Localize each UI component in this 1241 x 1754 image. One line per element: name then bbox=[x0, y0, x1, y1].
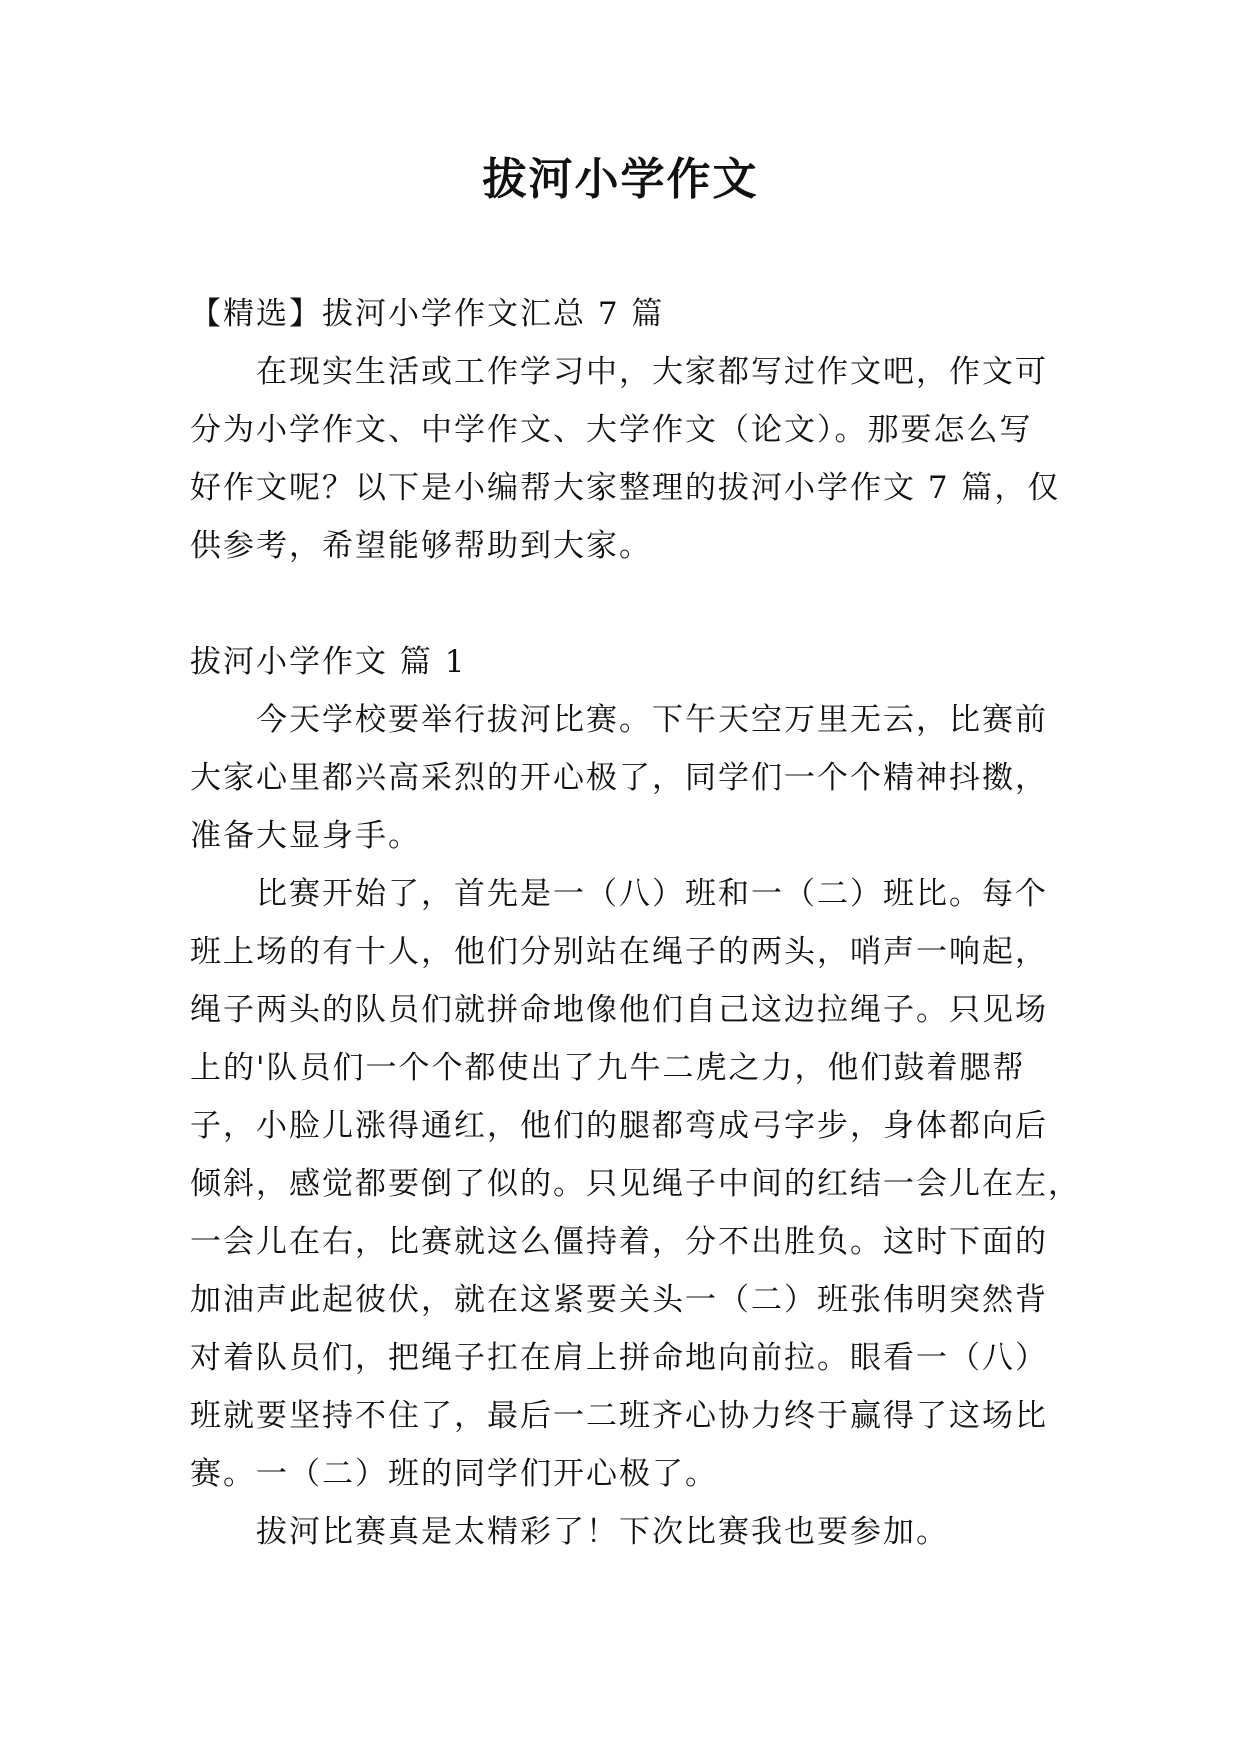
section-heading: 拔河小学作文 篇 1 bbox=[190, 644, 467, 680]
intro-line: 在现实生活或工作学习中，大家都写过作文吧，作文可 bbox=[256, 354, 1048, 390]
paragraph-line: 班上场的有十人，他们分别站在绳子的两头，哨声一响起， bbox=[190, 934, 1048, 970]
paragraph-line: 今天学校要举行拔河比赛。下午天空万里无云，比赛前 bbox=[256, 702, 1048, 738]
paragraph-line: 加油声此起彼伏，就在这紧要关头一（二）班张伟明突然背 bbox=[190, 1282, 1048, 1318]
page-title: 拔河小学作文 bbox=[482, 154, 759, 205]
intro-line: 分为小学作文、中学作文、大学作文（论文）。那要怎么写 bbox=[190, 412, 1033, 448]
paragraph-line: 赛。一（二）班的同学们开心极了。 bbox=[190, 1456, 718, 1492]
paragraph-line: 准备大显身手。 bbox=[190, 818, 421, 854]
intro-line: 供参考，希望能够帮助到大家。 bbox=[190, 528, 652, 564]
paragraph-line: 比赛开始了，首先是一（八）班和一（二）班比。每个 bbox=[256, 876, 1048, 912]
paragraph-line: 对着队员们，把绳子扛在肩上拼命地向前拉。眼看一（八） bbox=[190, 1340, 1048, 1376]
intro-line: 好作文呢？以下是小编帮大家整理的拔河小学作文 7 篇，仅 bbox=[190, 470, 1061, 506]
paragraph-line: 大家心里都兴高采烈的开心极了，同学们一个个精神抖擞， bbox=[190, 760, 1048, 796]
paragraph-line: 上的'队员们一个个都使出了九牛二虎之力，他们鼓着腮帮 bbox=[190, 1050, 1026, 1086]
document-body bbox=[190, 285, 1081, 1561]
paragraph-line: 子，小脸儿涨得通红，他们的腿都弯成弓字步，身体都向后 bbox=[190, 1108, 1048, 1144]
paragraph-line: 拔河比赛真是太精彩了！下次比赛我也要参加。 bbox=[256, 1514, 949, 1550]
paragraph-line: 绳子两头的队员们就拼命地像他们自己这边拉绳子。只见场 bbox=[190, 992, 1048, 1028]
paragraph-line: 班就要坚持不住了，最后一二班齐心协力终于赢得了这场比 bbox=[190, 1398, 1048, 1434]
document-subtitle: 【精选】拔河小学作文汇总 7 篇 bbox=[190, 296, 665, 332]
paragraph-gap bbox=[190, 575, 1070, 633]
paragraph-line: 一会儿在右，比赛就这么僵持着，分不出胜负。这时下面的 bbox=[190, 1224, 1048, 1260]
paragraph-line: 倾斜，感觉都要倒了似的。只见绳子中间的红结一会儿在左， bbox=[190, 1166, 1081, 1202]
